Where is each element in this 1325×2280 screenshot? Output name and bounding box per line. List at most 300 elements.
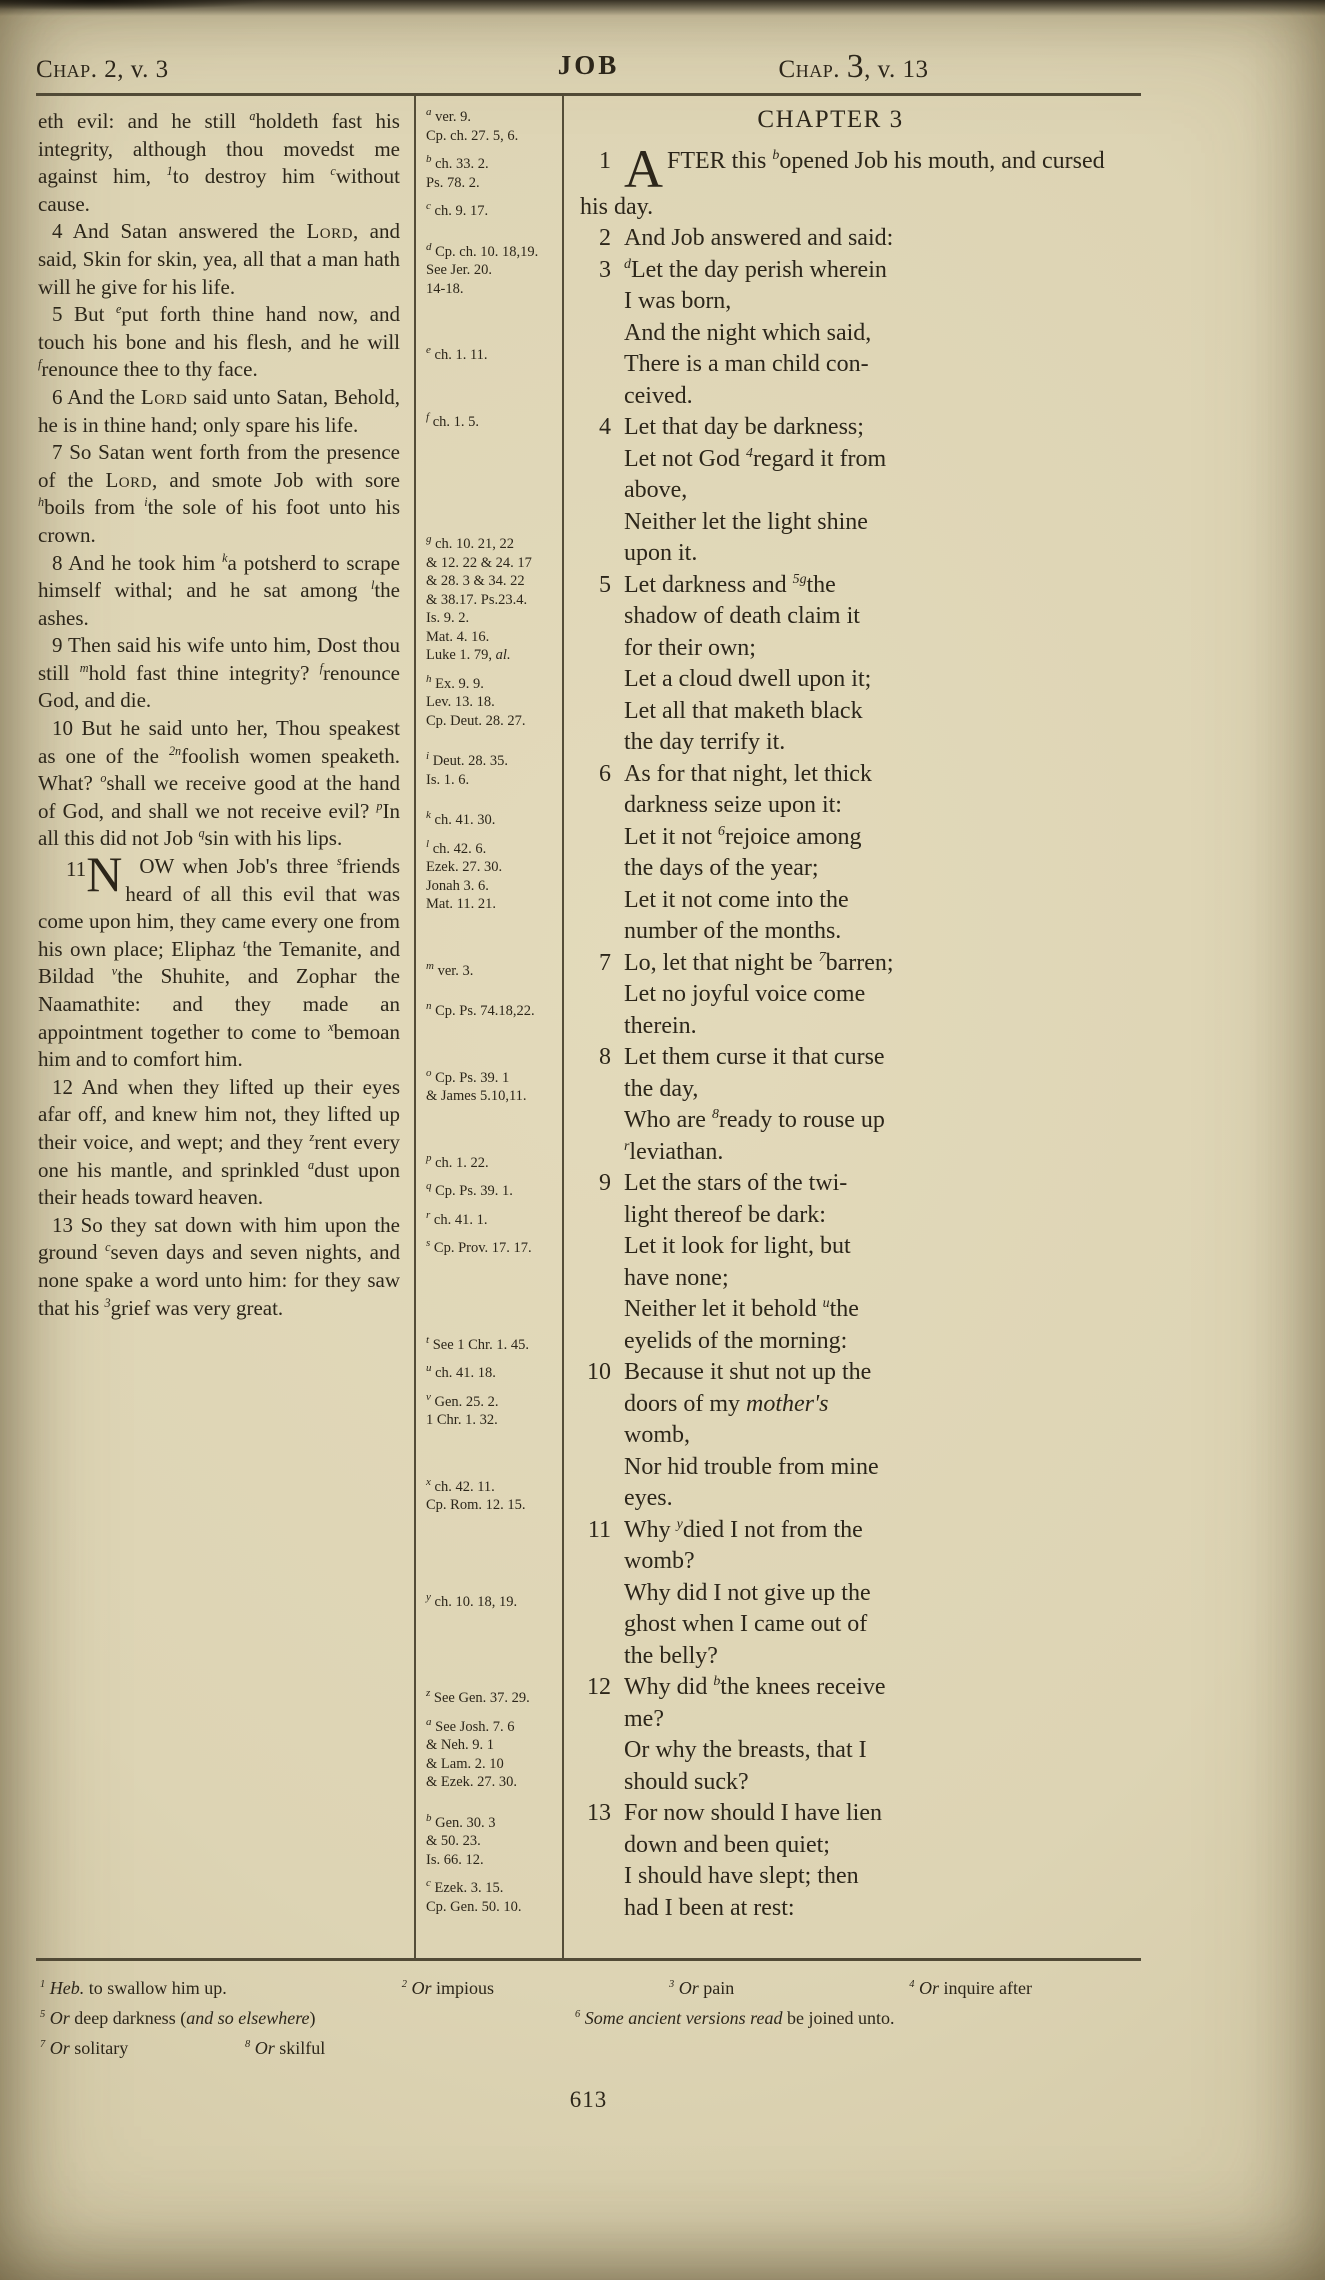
verse-line-text: ceived. xyxy=(624,382,693,409)
book-title: JOB xyxy=(557,50,620,80)
reference-letter: e xyxy=(426,344,431,357)
verse-text xyxy=(624,318,1141,350)
verse-number xyxy=(580,1609,624,1641)
reference-letter: m xyxy=(426,959,434,972)
verse-line xyxy=(580,822,1141,854)
verse-text xyxy=(624,1893,1141,1925)
verse-text: 13 So they sat down with him upon the ground $^c$seven days and seven nights, and none spake a word unto him: for they saw that his $^3$grief was very great. xyxy=(38,1212,400,1320)
verse-text xyxy=(624,633,1141,665)
reference-letter: a xyxy=(426,106,432,119)
verse-line-text: upon it. xyxy=(624,540,698,566)
verse-line-text: And the night which said, xyxy=(624,319,872,346)
reference-text: ch. 9. 17. xyxy=(434,203,489,219)
verse-text xyxy=(624,1011,1141,1043)
reference-letter: k xyxy=(426,809,431,822)
verse-text xyxy=(624,1767,1141,1799)
verse-text xyxy=(624,759,1141,791)
verse-text: 8 And he took him $^k$a potsherd to scrape himself withal; and he sat among $^l$the ashes. xyxy=(38,550,400,630)
verse-paragraph xyxy=(38,301,400,384)
reference-text: ch. 41. 30. xyxy=(434,812,496,828)
verse-line xyxy=(580,1861,1141,1893)
verse-text xyxy=(624,1357,1141,1389)
verse-text xyxy=(624,138,1141,199)
verse-text xyxy=(624,1515,1141,1547)
verse-line-text: down and been quiet; xyxy=(624,1831,830,1858)
verse-number xyxy=(580,1767,624,1799)
reference-letter: q xyxy=(426,1180,432,1193)
text-columns xyxy=(36,96,1141,1958)
cross-reference-group xyxy=(426,108,556,145)
cross-reference-group xyxy=(426,1002,556,1021)
cross-reference-group xyxy=(426,410,556,432)
reference-text: ch. 1. 11. xyxy=(434,347,488,363)
reference-text: Cp. Ps. 39. 1. xyxy=(435,1183,513,1199)
verse-text xyxy=(624,381,1141,413)
reference-letter: f xyxy=(426,410,430,423)
verse-number: 7 xyxy=(599,949,611,976)
verse-number xyxy=(580,664,624,696)
verse-number xyxy=(580,1011,624,1043)
verse-text xyxy=(624,475,1141,507)
verse-line-text: Let that day be darkness; xyxy=(624,414,864,440)
verse-text xyxy=(624,1420,1141,1452)
verse-text xyxy=(624,1074,1141,1106)
verse-line xyxy=(580,1231,1141,1263)
reference-letter: y xyxy=(426,1590,431,1603)
verse-text xyxy=(624,696,1141,728)
verse-line xyxy=(580,1515,1141,1547)
verse-line xyxy=(580,790,1141,822)
verse-line xyxy=(580,1546,1141,1578)
reference-text: ver. 9. Cp. ch. 27. 5, 6. xyxy=(426,109,519,144)
verse-number xyxy=(580,633,624,665)
cross-reference-group xyxy=(426,1715,556,1792)
verse-line xyxy=(580,948,1141,980)
verse-number: 5 xyxy=(599,571,611,598)
verse-line-text: Let it look for light, but xyxy=(624,1233,851,1259)
footnote: $^8$ Or skilful xyxy=(245,2038,326,2058)
verse-line xyxy=(580,444,1141,476)
verse-paragraph xyxy=(38,846,400,1074)
verse-number: 8 xyxy=(599,1044,611,1070)
verse-number xyxy=(580,1641,624,1673)
verse-text xyxy=(624,1830,1141,1862)
verse-line-text: shadow of death claim it xyxy=(624,603,860,629)
reference-letter: d xyxy=(426,240,432,253)
verse-line xyxy=(580,1357,1141,1389)
verse-line-text: number of the months. xyxy=(624,918,842,944)
verse-line xyxy=(580,570,1141,602)
verse-text xyxy=(624,1137,1141,1169)
verse-text xyxy=(624,853,1141,885)
reference-text: Cp. ch. 10. 18,19. See Jer. 20. 14-18. xyxy=(426,243,539,297)
verse-number xyxy=(580,1483,624,1515)
reference-letter: c xyxy=(426,1877,431,1890)
reference-text: ch. 10. 21, 22 & 12. 22 & 24. 17 & 28. 3 & 34. 22 & 38.17. Ps.23.4. Is. 9. 2. Mat. 4. 16. Luke 1. 79, al. xyxy=(426,536,532,663)
footnote: $^3$ Or pain xyxy=(669,1978,735,1998)
verse-line-text: Let the stars of the twi- xyxy=(624,1170,848,1196)
verse-line xyxy=(580,1200,1141,1232)
verse-number xyxy=(580,349,624,381)
verse-line-text: $^r$leviathan. xyxy=(624,1138,724,1165)
cross-reference-group xyxy=(426,837,556,914)
cross-reference-group xyxy=(426,1239,556,1258)
reference-text: Deut. 28. 35. Is. 1. 6. xyxy=(426,753,508,788)
verse-line xyxy=(580,633,1141,665)
running-header xyxy=(36,50,1141,96)
verse-line xyxy=(580,1704,1141,1736)
verse-number: 3 xyxy=(599,256,611,283)
cross-reference-group xyxy=(426,1333,556,1355)
verse-number: 2 xyxy=(599,225,611,251)
verse-line-text: I was born, xyxy=(624,288,732,314)
verse-number: 4 xyxy=(599,414,611,440)
verse-number xyxy=(580,1578,624,1610)
verse-number xyxy=(580,1893,624,1925)
verse-text xyxy=(624,1105,1141,1137)
verse-line-text: Why did I not give up the xyxy=(624,1579,871,1606)
cross-reference-group xyxy=(426,752,556,789)
verse-line xyxy=(580,664,1141,696)
verse-line-text: Let it not $^6$rejoice among xyxy=(624,823,862,850)
running-head-left: Chap. 2, v. 3 xyxy=(36,56,169,83)
verse-line xyxy=(580,381,1141,413)
verse-number xyxy=(580,790,624,822)
verse-line-text: the day terrify it. xyxy=(624,729,786,755)
verse-number xyxy=(580,1735,624,1767)
verse-number xyxy=(580,696,624,728)
verse-number xyxy=(580,916,624,948)
verse-text xyxy=(624,507,1141,539)
footnotes xyxy=(36,1958,1141,2063)
reference-letter: n xyxy=(426,1000,432,1013)
verse-text xyxy=(624,1168,1141,1200)
verse-line-text: Nor hid trouble from mine xyxy=(624,1453,879,1480)
cross-reference-group xyxy=(426,535,556,665)
verse-number xyxy=(580,1137,624,1169)
reference-text: See 1 Chr. 1. 45. xyxy=(432,1336,529,1353)
reference-text: See Josh. 7. 6 & Neh. 9. 1 & Lam. 2. 10 & Ezek. 27. 30. xyxy=(426,1718,518,1790)
verse-text xyxy=(624,1798,1141,1830)
verse-text xyxy=(624,790,1141,822)
verse-text xyxy=(624,727,1141,759)
verse-text xyxy=(624,1609,1141,1641)
cross-reference-group xyxy=(426,1590,556,1612)
footnote: $^7$ Or solitary xyxy=(40,2038,129,2058)
reference-text: ch. 1. 22. xyxy=(435,1154,489,1171)
verse-line xyxy=(580,916,1141,948)
verse-number xyxy=(580,1105,624,1137)
verse-line xyxy=(580,1672,1141,1704)
verse-paragraph xyxy=(38,108,400,218)
page-content xyxy=(36,50,1141,2113)
verse-text xyxy=(624,1294,1141,1326)
verse-line-text: doors of my mother's xyxy=(624,1390,829,1417)
cross-reference-group xyxy=(426,1364,556,1383)
verse-text xyxy=(624,349,1141,381)
left-text-column xyxy=(36,96,414,1958)
verse-line xyxy=(580,286,1141,318)
verse-text xyxy=(580,192,1141,224)
verse-line-text: should suck? xyxy=(624,1768,749,1795)
reference-text: ch. 42. 11. Cp. Rom. 12. 15. xyxy=(426,1478,526,1513)
verse-text xyxy=(624,412,1141,444)
verse-number: 10 xyxy=(587,1359,611,1385)
verse-text xyxy=(624,601,1141,633)
verse-text xyxy=(624,822,1141,854)
verse-line-text: light thereof be dark: xyxy=(624,1201,826,1228)
cross-reference-group xyxy=(426,240,556,299)
reference-letter: z xyxy=(426,1687,431,1700)
verse-line-text: therein. xyxy=(624,1012,697,1039)
verse-number xyxy=(580,1389,624,1421)
reference-letter: t xyxy=(426,1333,430,1346)
verse-line-text: Let not God $^4$regard it from xyxy=(624,445,887,472)
reference-text: Gen. 30. 3 & 50. 23. Is. 66. 12. xyxy=(426,1814,496,1868)
cross-reference-group xyxy=(426,1390,556,1430)
verse-line-text: darkness seize upon it: xyxy=(624,792,842,818)
verse-number: 11 xyxy=(587,1516,611,1543)
verse-line xyxy=(580,1830,1141,1862)
chapter-heading: CHAPTER 3 xyxy=(757,106,904,133)
reference-text: ch. 10. 18, 19. xyxy=(434,1593,518,1610)
verse-line-text: There is a man child con- xyxy=(624,351,869,377)
footnote-row xyxy=(40,2033,1137,2063)
verse-number xyxy=(580,1861,624,1893)
verse-line-text: eyelids of the morning: xyxy=(624,1327,848,1354)
dropcap-wrap xyxy=(38,846,125,903)
verse-line xyxy=(580,1452,1141,1484)
cross-reference-group xyxy=(426,1689,556,1708)
verse-line-text: eyes. xyxy=(624,1485,673,1511)
verse-number: 11 xyxy=(66,857,87,882)
verse-text xyxy=(624,1231,1141,1263)
verse-line xyxy=(580,538,1141,570)
verse-number: 6 xyxy=(599,760,611,787)
reference-text: Ex. 9. 9. Lev. 13. 18. Cp. Deut. 28. 27. xyxy=(426,675,526,729)
verse-text xyxy=(624,1326,1141,1358)
verse-line xyxy=(580,1042,1141,1074)
footnote-row xyxy=(40,2003,1137,2033)
reference-letter: b xyxy=(426,153,432,166)
verse-number: 12 xyxy=(587,1674,611,1700)
reference-letter: p xyxy=(426,1151,432,1164)
verse-line xyxy=(580,255,1141,287)
verse-number xyxy=(580,601,624,633)
verse-line xyxy=(580,1263,1141,1295)
verse-number xyxy=(580,1200,624,1232)
reference-text: See Gen. 37. 29. xyxy=(433,1690,530,1706)
reference-text: ch. 33. 2. Ps. 78. 2. xyxy=(426,156,489,191)
verse-number xyxy=(580,1546,624,1578)
reference-letter: a xyxy=(426,1715,432,1728)
verse-line-text: the day, xyxy=(624,1075,699,1102)
verse-number xyxy=(580,318,624,350)
verse-line-text: Because it shut not up the xyxy=(624,1359,872,1385)
reference-text: Gen. 25. 2. 1 Chr. 1. 32. xyxy=(426,1393,499,1428)
verse-text: 6 And the Lord said unto Satan, Behold, he is in thine hand; only spare his life. xyxy=(38,384,400,437)
verse-text xyxy=(624,444,1141,476)
cross-reference-group xyxy=(426,1811,556,1870)
reference-text: ver. 3. xyxy=(437,962,474,979)
verse-number xyxy=(580,381,624,413)
verse-line-text: Lo, let that night be $^7$barren; xyxy=(624,949,894,976)
verse-line xyxy=(580,318,1141,350)
verse-text xyxy=(624,979,1141,1011)
verse-line xyxy=(580,1011,1141,1043)
verse-paragraph xyxy=(38,550,400,633)
footnote: $^6$ Some ancient versions read be joined unto. xyxy=(575,2008,895,2028)
reference-text: ch. 41. 1. xyxy=(433,1211,488,1228)
verse-text xyxy=(624,664,1141,696)
verse-line xyxy=(580,1893,1141,1925)
verse-line xyxy=(580,192,1141,224)
verse-paragraph xyxy=(38,632,400,715)
verse-line xyxy=(580,727,1141,759)
footnote: $^4$ Or inquire after xyxy=(909,1978,1032,1998)
cross-reference-group xyxy=(426,672,556,731)
page-number: 613 xyxy=(569,2087,608,2112)
reference-letter: u xyxy=(426,1362,432,1375)
verse-line-text: Let it not come into the xyxy=(624,886,849,913)
verse-line xyxy=(580,1767,1141,1799)
footnote: $^2$ Or impious xyxy=(401,1978,494,1998)
footnote: $^1$ Heb. to swallow him up. xyxy=(40,1978,227,1998)
verse-line xyxy=(580,1641,1141,1673)
verse-number xyxy=(580,507,624,539)
verse-line xyxy=(580,1420,1141,1452)
verse-text xyxy=(624,223,1141,255)
verse-line xyxy=(580,853,1141,885)
verse-paragraph xyxy=(38,439,400,549)
reference-letter: c xyxy=(426,200,431,213)
verse-text xyxy=(624,1200,1141,1232)
reference-letter: g xyxy=(426,533,432,546)
reference-letter: v xyxy=(426,1390,431,1403)
verse-paragraph xyxy=(38,715,400,853)
verse-text xyxy=(624,1042,1141,1074)
verse-line-text: his day. xyxy=(580,193,654,220)
verse-text xyxy=(624,570,1141,602)
verse-number xyxy=(580,1452,624,1484)
verse-text: 4 And Satan answered the Lord, and said, Skin for skin, yea, all that a man hath will he give for his life. xyxy=(38,219,400,299)
verse-text xyxy=(624,255,1141,287)
cross-reference-group xyxy=(426,346,556,365)
dropcap-letter: N xyxy=(86,846,123,903)
verse-paragraph xyxy=(38,1212,400,1322)
dropcap-letter: A xyxy=(624,138,663,199)
cross-reference-group xyxy=(426,1182,556,1201)
verse-text xyxy=(624,1704,1141,1736)
reference-text: ch. 1. 5. xyxy=(432,413,479,430)
verse-line xyxy=(580,885,1141,917)
footnote-row xyxy=(40,1973,1137,2003)
verse-text: OW when Job's three $^s$friends heard of all this evil that was come upon him, they came every one from his own place; Eliphaz $^t$the Temanite, and Bildad $^v$the Shuhite, and Zophar the Naamathite: and they made an appointment together to come to $^x$bemoan him and to comfort him. xyxy=(38,854,400,1072)
verse-number: 9 xyxy=(599,1170,611,1196)
verse-line xyxy=(580,412,1141,444)
cross-reference-group xyxy=(426,1475,556,1515)
verse-text: 12 And when they lifted up their eyes afar off, and knew him not, they lifted up their voice, and wept; and they $^z$rent every one his mantle, and sprinkled $^a$dust upon their heads toward heaven. xyxy=(38,1074,400,1210)
verse-line xyxy=(580,1137,1141,1169)
verse-line xyxy=(580,696,1141,728)
verse-line-text: above, xyxy=(624,477,688,503)
verse-line-text: Let them curse it that curse xyxy=(624,1044,885,1070)
verse-line xyxy=(580,223,1141,255)
verse-paragraph xyxy=(38,384,400,439)
verse-text: 5 But $^e$put forth thine hand now, and touch his bone and his flesh, and he will $^f$renounce thee to thy face. xyxy=(38,302,401,382)
verse-text xyxy=(624,1389,1141,1421)
verse-number xyxy=(580,1074,624,1106)
cross-reference-group xyxy=(426,1151,556,1173)
verse-text xyxy=(624,538,1141,570)
verse-line-text: womb, xyxy=(624,1422,690,1448)
reference-letter: r xyxy=(426,1208,431,1221)
verse-line-text: Neither let the light shine xyxy=(624,508,868,535)
verse-line xyxy=(580,507,1141,539)
reference-text: Ezek. 3. 15. Cp. Gen. 50. 10. xyxy=(426,1880,522,1915)
verse-number xyxy=(580,1294,624,1326)
verse-text xyxy=(624,1641,1141,1673)
verse-line xyxy=(580,1483,1141,1515)
verse-text xyxy=(624,1861,1141,1893)
verse-line xyxy=(580,138,1141,199)
reference-letter: o xyxy=(426,1066,432,1079)
verse-number xyxy=(580,1704,624,1736)
verse-text xyxy=(624,286,1141,318)
verse-line xyxy=(580,1609,1141,1641)
verse-number: 1 xyxy=(599,147,611,174)
verse-line-text: Let no joyful voice come xyxy=(624,981,866,1007)
verse-number xyxy=(580,1263,624,1295)
running-head-right: Chap. 3, v. 13 xyxy=(778,48,929,85)
verse-line-text: FTER this $^b$opened Job his mouth, and cursed xyxy=(667,147,1105,174)
verse-line xyxy=(580,601,1141,633)
reference-letter: x xyxy=(426,1475,431,1488)
reference-letter: s xyxy=(426,1237,431,1250)
verse-number xyxy=(580,1420,624,1452)
verse-number xyxy=(580,1231,624,1263)
verse-number xyxy=(580,1830,624,1862)
verse-line xyxy=(580,979,1141,1011)
verse-number xyxy=(580,853,624,885)
verse-line-text: As for that night, let thick xyxy=(624,760,872,787)
verse-number xyxy=(580,727,624,759)
cross-reference-group xyxy=(426,202,556,221)
verse-line xyxy=(580,1294,1141,1326)
verse-number xyxy=(580,885,624,917)
reference-letter: l xyxy=(426,837,430,850)
verse-line-text: had I been at rest: xyxy=(624,1894,795,1921)
verse-line xyxy=(580,1168,1141,1200)
verse-line-text: $^d$Let the day perish wherein xyxy=(624,256,887,283)
verse-number xyxy=(580,475,624,507)
verse-line xyxy=(580,475,1141,507)
verse-number: 13 xyxy=(587,1800,611,1826)
reference-letter: i xyxy=(426,750,430,763)
verse-text xyxy=(624,1546,1141,1578)
verse-number xyxy=(580,286,624,318)
verse-number xyxy=(580,444,624,476)
verse-line-text: Who are $^8$ready to rouse up xyxy=(624,1107,885,1133)
cross-reference-group xyxy=(426,1208,556,1230)
verse-text: 9 Then said his wife unto him, Dost thou still $^m$hold fast thine integrity? $^f$renounce God, and die. xyxy=(38,633,401,713)
cross-reference-column xyxy=(414,96,564,1958)
verse-line-text: for their own; xyxy=(624,634,756,661)
verse-text xyxy=(624,948,1141,980)
reference-text: Cp. Prov. 17. 17. xyxy=(433,1240,532,1256)
verse-text xyxy=(624,1578,1141,1610)
verse-text xyxy=(624,1672,1141,1704)
